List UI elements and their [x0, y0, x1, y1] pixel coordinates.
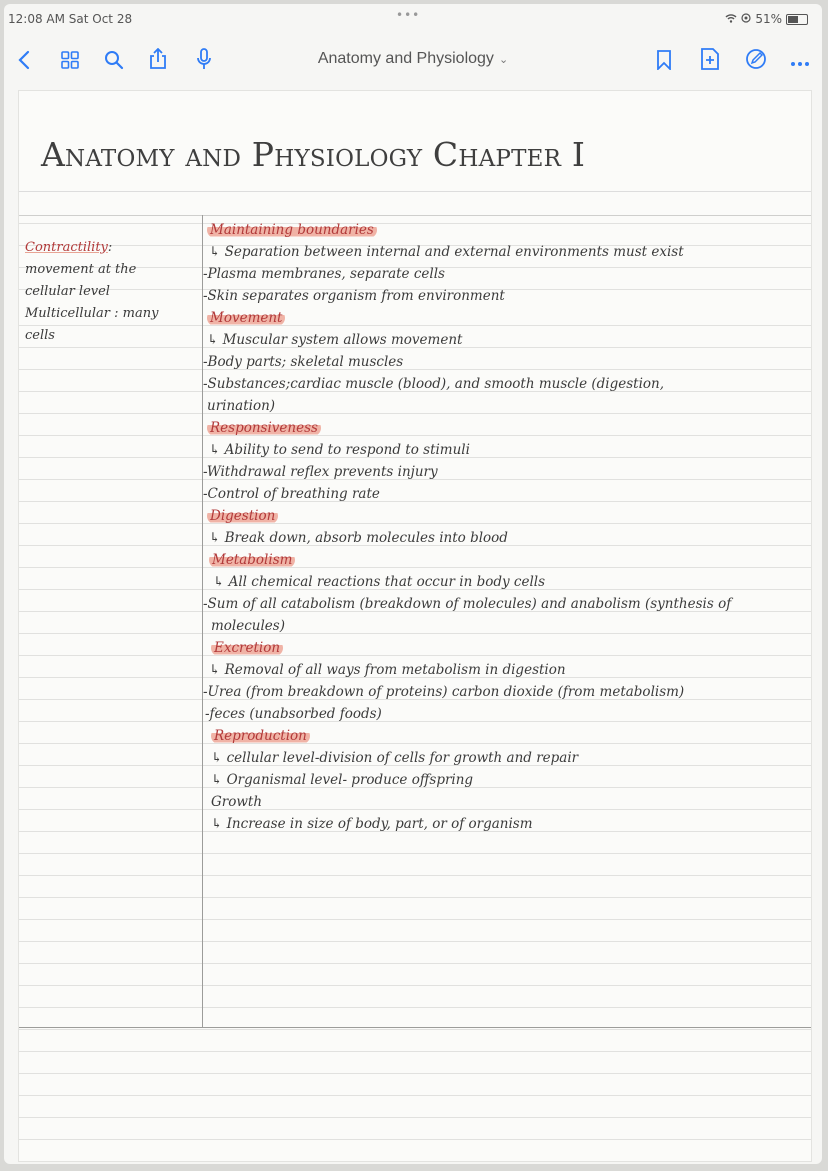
more-icon[interactable]	[786, 46, 814, 74]
note-line	[203, 791, 803, 813]
note-text: -feces (unabsorbed foods)	[205, 706, 382, 722]
orientation-lock-icon	[741, 12, 751, 26]
note-heading-row	[203, 725, 803, 747]
note-line	[203, 813, 803, 835]
note-heading: Maintaining boundaries	[207, 222, 377, 238]
note-text: -Plasma membranes, separate cells	[203, 266, 445, 282]
note-text: urination)	[207, 398, 276, 414]
battery-icon	[786, 14, 808, 25]
note-text: ↳ Break down, absorb molecules into blood	[209, 530, 508, 546]
battery-percent: 51%	[755, 12, 782, 26]
note-line	[203, 351, 803, 373]
note-heading-row	[203, 549, 803, 571]
note-line	[203, 681, 803, 703]
status-bar	[4, 4, 822, 32]
note-heading: Digestion	[207, 508, 278, 524]
note-text: ↳ Organismal level- produce offspring	[211, 772, 474, 788]
cue-text: Multicellular : many	[25, 306, 159, 321]
note-text: Growth	[211, 794, 263, 810]
note-line	[203, 439, 803, 461]
note-line	[203, 615, 803, 637]
title-area	[19, 91, 811, 216]
note-line	[203, 263, 803, 285]
note-line	[203, 571, 803, 593]
multitasking-dots[interactable]: •••	[396, 8, 421, 22]
note-heading: Movement	[207, 310, 285, 326]
note-line	[203, 329, 803, 351]
status-indicators	[725, 12, 808, 26]
pen-icon[interactable]	[742, 46, 770, 74]
cue-line	[25, 303, 195, 325]
note-line	[203, 769, 803, 791]
note-text: ↳ Separation between internal and external environments must exist	[209, 244, 684, 260]
note-line	[203, 483, 803, 505]
note-heading-row	[203, 505, 803, 527]
note-heading-row	[203, 307, 803, 329]
note-text: ↳ All chemical reactions that occur in body cells	[213, 574, 546, 590]
note-line	[203, 703, 803, 725]
note-heading: Metabolism	[209, 552, 295, 568]
note-text: ↳ Ability to send to respond to stimuli	[209, 442, 470, 458]
note-text: -Control of breathing rate	[203, 486, 380, 502]
cue-text: cellular level	[25, 284, 110, 299]
notebook-page[interactable]	[18, 90, 812, 1162]
cue-line	[25, 259, 195, 281]
cue-column	[25, 237, 195, 347]
note-heading: Reproduction	[211, 728, 310, 744]
note-text: -Body parts; skeletal muscles	[203, 354, 404, 370]
cue-text: movement at the	[25, 262, 137, 277]
page-title: Anatomy and Physiology Chapter I	[41, 135, 586, 174]
note-heading-row	[203, 219, 803, 241]
note-line	[203, 373, 803, 395]
status-time: 12:08 AM Sat Oct 28	[8, 12, 133, 26]
cue-line	[25, 281, 195, 303]
note-text: -Sum of all catabolism (breakdown of molecules) and anabolism (synthesis of	[203, 596, 732, 612]
note-text: -Skin separates organism from environment	[203, 288, 505, 304]
notebook-title: Anatomy and Physiology	[317, 50, 494, 67]
note-text: -Urea (from breakdown of proteins) carbon dioxide (from metabolism)	[203, 684, 685, 700]
note-text: -Withdrawal reflex prevents injury	[203, 464, 438, 480]
note-heading: Responsiveness	[207, 420, 321, 436]
summary-divider	[19, 1027, 811, 1028]
note-text: molecules)	[211, 618, 285, 634]
note-line	[203, 747, 803, 769]
note-text: ↳ Removal of all ways from metabolism in digestion	[209, 662, 566, 678]
note-text: -Substances;cardiac muscle (blood), and smooth muscle (digestion,	[203, 376, 665, 392]
notes-column	[203, 219, 803, 835]
note-text: ↳ Muscular system allows movement	[207, 332, 463, 348]
add-page-icon[interactable]	[696, 46, 724, 74]
ipad-screen	[4, 4, 822, 1164]
note-heading-row	[203, 417, 803, 439]
note-line	[203, 241, 803, 263]
cue-term: Contractility	[25, 240, 108, 255]
cue-line	[25, 325, 195, 347]
cue-line	[25, 237, 195, 259]
title-rule	[19, 191, 811, 192]
cue-text: cells	[25, 328, 55, 343]
cue-suffix: :	[107, 240, 113, 255]
note-line	[203, 461, 803, 483]
app-toolbar	[4, 32, 822, 86]
note-line	[203, 527, 803, 549]
note-text: ↳ Increase in size of body, part, or of organism	[211, 816, 533, 832]
note-line	[203, 285, 803, 307]
chevron-down-icon: ⌄	[498, 54, 509, 66]
note-line	[203, 395, 803, 417]
note-line	[203, 593, 803, 615]
note-heading: Excretion	[211, 640, 283, 656]
note-text: ↳ cellular level-division of cells for growth and repair	[211, 750, 579, 766]
wifi-icon	[725, 12, 737, 26]
bookmark-icon[interactable]	[650, 46, 678, 74]
note-line	[203, 659, 803, 681]
note-heading-row	[203, 637, 803, 659]
